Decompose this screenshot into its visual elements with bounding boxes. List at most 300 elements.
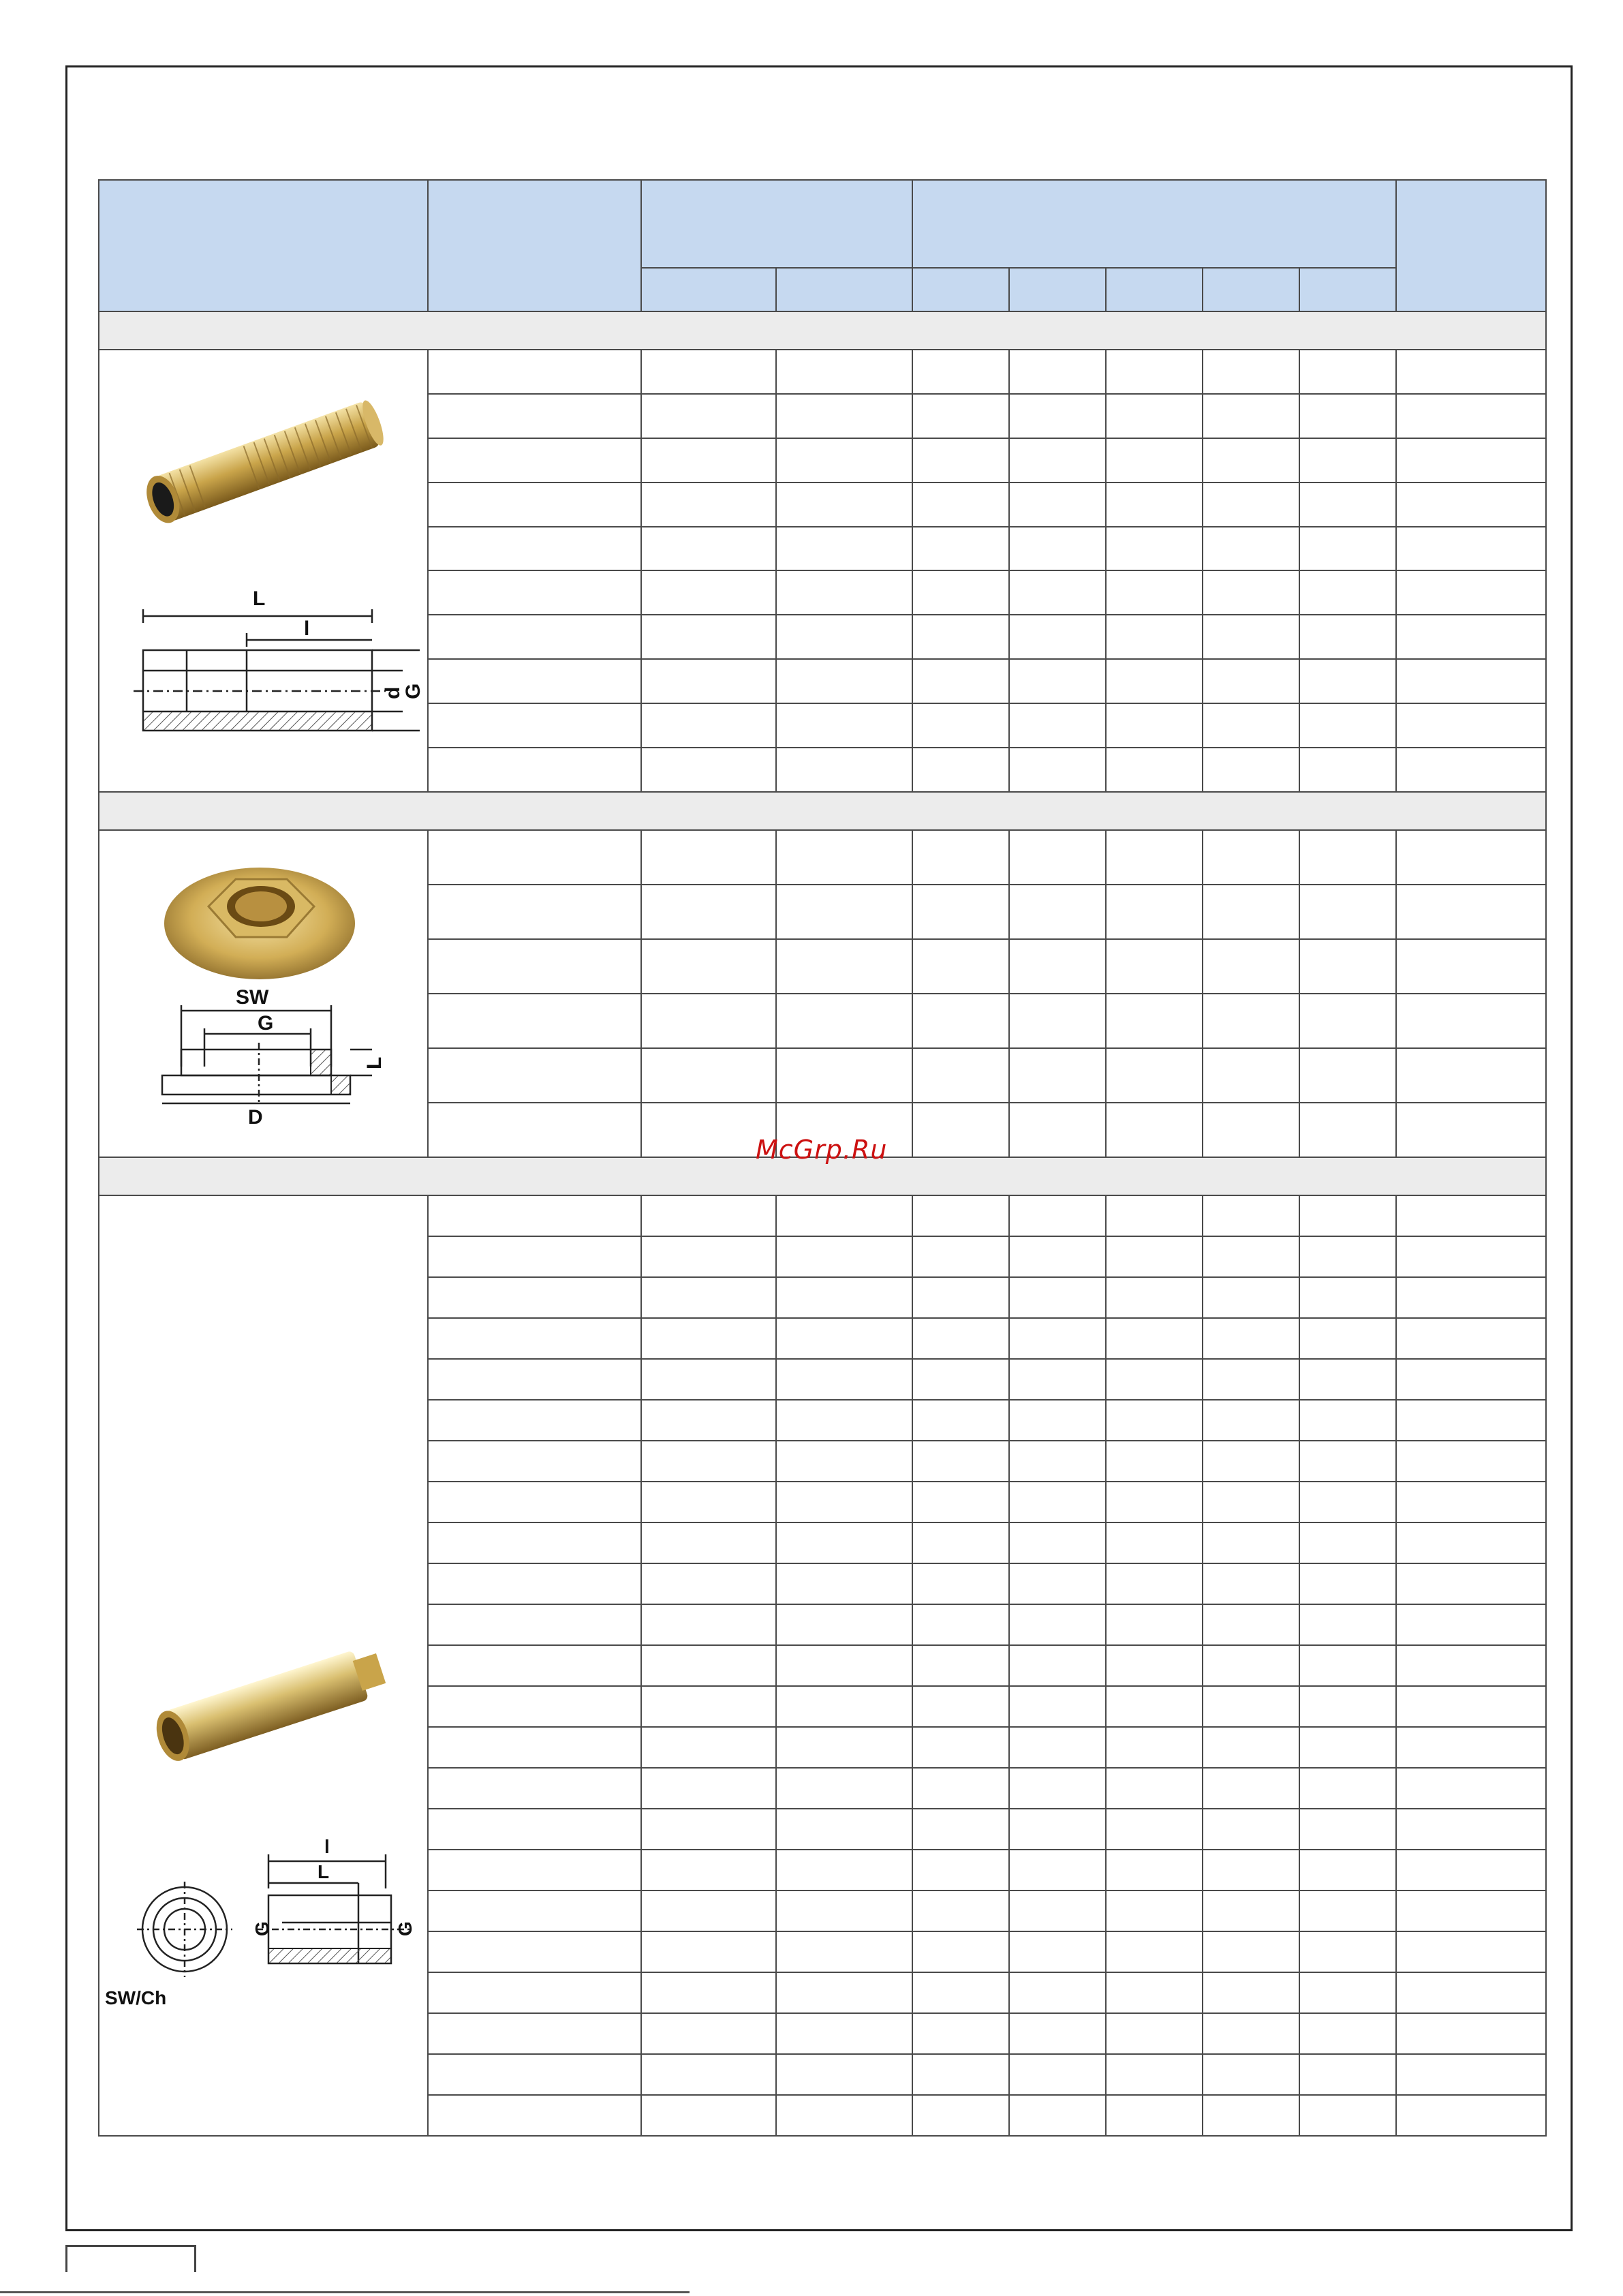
label-L: L [318,1861,330,1882]
table-cell [428,2054,641,2095]
table-cell [1009,615,1106,659]
table-cell [912,659,1009,703]
table-cell [1299,1482,1396,1522]
table-cell [1396,1891,1546,1931]
table-cell [1299,438,1396,483]
table-cell [1106,2054,1203,2095]
table-cell [1396,1359,1546,1400]
label-L: L [363,1056,386,1069]
table-cell [912,483,1009,527]
table-cell [912,1103,1009,1157]
label-G: G [258,1011,274,1035]
table-cell [428,1686,641,1727]
table-cell [1299,1972,1396,2013]
section-band [99,792,1546,830]
table-cell [1299,1441,1396,1482]
label-SW-Ch: SW/Ch [105,1987,167,2008]
table-cell [912,1482,1009,1522]
table-cell [1396,1850,1546,1891]
table-cell [912,1318,1009,1359]
table-cell [1396,1195,1546,1236]
table-cell [776,483,912,527]
table-cell [1396,939,1546,994]
table-cell [1299,350,1396,394]
table-cell [1106,1318,1203,1359]
table-cell [1396,830,1546,885]
table-cell [1396,1972,1546,2013]
table-cell [912,438,1009,483]
table-cell [1203,2013,1299,2054]
table-cell [912,1604,1009,1645]
table-cell [912,1195,1009,1236]
table-cell [428,1441,641,1482]
table-cell [1396,1727,1546,1768]
table-cell [1203,1727,1299,1768]
table-cell [1106,703,1203,748]
table-cell [1203,438,1299,483]
table-cell [1009,1563,1106,1604]
table-cell [776,885,912,939]
table-cell [1203,1645,1299,1686]
table-cell [428,438,641,483]
table-cell [1106,438,1203,483]
table-cell [1203,1277,1299,1318]
table-cell [776,527,912,571]
table-cell [912,1972,1009,2013]
table-cell [1396,1931,1546,1972]
table-cell [1396,1645,1546,1686]
table-cell [912,1850,1009,1891]
table-cell [1106,1103,1203,1157]
table-cell [1396,1686,1546,1727]
table-cell [1299,1522,1396,1563]
table-cell [1396,394,1546,438]
table-cell [428,1891,641,1931]
table-cell [1299,394,1396,438]
table-cell [776,1359,912,1400]
table-cell [1106,483,1203,527]
table-cell [1009,830,1106,885]
table-cell [1203,1972,1299,2013]
table-cell [1396,438,1546,483]
table-cell [641,438,776,483]
table-cell [912,615,1009,659]
label-D: D [248,1105,263,1129]
table-cell [776,570,912,615]
table-cell [1106,1727,1203,1768]
table-cell [1009,1400,1106,1441]
table-cell [912,1277,1009,1318]
table-cell [428,994,641,1048]
table-cell [776,1482,912,1522]
header-cell-group-b [912,180,1396,268]
table-cell [776,703,912,748]
table-cell [1299,527,1396,571]
table-cell [1009,2054,1106,2095]
table-cell [641,1359,776,1400]
table-cell [641,994,776,1048]
table-cell [1396,1400,1546,1441]
table-cell [1396,1318,1546,1359]
table-cell [1299,748,1396,792]
table-cell [912,1891,1009,1931]
table-cell [1106,1604,1203,1645]
table-cell [776,438,912,483]
table-cell [428,748,641,792]
table-cell [1009,1195,1106,1236]
label-G: G [402,683,424,699]
table-cell [776,1277,912,1318]
table-cell [1106,1972,1203,2013]
table-cell [1009,1809,1106,1850]
table-cell [1203,1048,1299,1103]
table-cell [641,483,776,527]
extension-illustration [99,1323,420,2008]
table-cell [641,1768,776,1809]
table-cell [1203,527,1299,571]
table-cell [641,615,776,659]
table-cell [1009,1318,1106,1359]
header-subcell [1009,268,1106,311]
nipple-photo [140,397,388,527]
table-cell [912,1809,1009,1850]
table-cell [1106,1277,1203,1318]
table-cell [1396,1563,1546,1604]
table-cell [1203,1236,1299,1277]
table-cell [641,1727,776,1768]
table-cell [641,830,776,885]
table-cell [1299,1809,1396,1850]
table-cell [1299,1236,1396,1277]
table-cell [1299,1686,1396,1727]
table-cell [1106,1891,1203,1931]
table-cell [641,1686,776,1727]
label-L: L [253,587,266,610]
table-cell [1299,659,1396,703]
section-band-cell [99,792,1546,830]
table-cell [1203,483,1299,527]
table-cell [1396,483,1546,527]
table-cell [428,1931,641,1972]
table-cell [428,1645,641,1686]
table-cell [912,885,1009,939]
table-cell [1299,1850,1396,1891]
table-cell [641,1891,776,1931]
table-cell [641,1809,776,1850]
table-cell [912,1522,1009,1563]
table-cell [776,748,912,792]
table-cell [641,1972,776,2013]
table-cell [1396,1522,1546,1563]
table-cell [1009,1604,1106,1645]
table-cell [1203,1195,1299,1236]
table-cell [912,1727,1009,1768]
table-cell [1106,1359,1203,1400]
table-cell [912,394,1009,438]
table-cell [1009,1277,1106,1318]
table-cell [1106,1236,1203,1277]
table-cell [1299,1645,1396,1686]
table-cell [1396,994,1546,1048]
table-cell [1203,748,1299,792]
table-cell [641,1318,776,1359]
table-cell [1106,1768,1203,1809]
table-cell [1203,1522,1299,1563]
table-cell [1106,1686,1203,1727]
table-cell [1203,1441,1299,1482]
table-cell [1106,1645,1203,1686]
table-cell [1106,615,1203,659]
table-cell [1203,830,1299,885]
table-cell [776,2054,912,2095]
table-cell [776,939,912,994]
table-cell [912,350,1009,394]
header-cell-product [99,180,428,311]
table-cell [1106,1563,1203,1604]
header-cell-code [428,180,641,311]
table-cell [428,1563,641,1604]
table-cell [1106,1809,1203,1850]
table-cell [1203,615,1299,659]
header-cell-last [1396,180,1546,311]
table-cell [641,2013,776,2054]
table-cell [1396,1604,1546,1645]
table-cell [1009,394,1106,438]
table-cell [776,1891,912,1931]
table-cell [1009,1522,1106,1563]
table-cell [1203,1318,1299,1359]
table-cell [1009,703,1106,748]
table-cell [1396,1277,1546,1318]
table-cell [776,1645,912,1686]
table-cell [1009,1727,1106,1768]
table-cell [1009,2095,1106,2136]
table-cell [641,885,776,939]
table-cell [428,1809,641,1850]
label-SW: SW [236,985,269,1009]
table-cell [912,1768,1009,1809]
table-row [99,830,1546,885]
table-cell [428,1048,641,1103]
table-cell [776,1809,912,1850]
flange-nut-photo [164,868,355,979]
table-cell [1203,1891,1299,1931]
table-cell [912,748,1009,792]
header-cell-group-a [641,180,912,268]
table-cell [1396,1048,1546,1103]
table-cell [641,659,776,703]
table-cell [1106,1400,1203,1441]
table-cell [641,1604,776,1645]
table-cell [1203,570,1299,615]
table-cell [912,2095,1009,2136]
table-cell [1106,570,1203,615]
table-cell [428,1103,641,1157]
table-cell [1396,1809,1546,1850]
table-cell [1396,2054,1546,2095]
table-cell [1299,1768,1396,1809]
table-cell [1299,570,1396,615]
table-cell [428,394,641,438]
table-cell [428,527,641,571]
table-cell [912,1645,1009,1686]
table-cell [1203,1850,1299,1891]
table-cell [1396,527,1546,571]
header-subcell [641,268,776,311]
label-G-left: G [251,1920,273,1936]
table-cell [1396,1236,1546,1277]
table-cell [912,1400,1009,1441]
table-cell [1299,1359,1396,1400]
table-cell [776,1686,912,1727]
table-cell [1106,1850,1203,1891]
table-cell [1009,659,1106,703]
flange-nut-section-image-cell [99,830,428,1157]
table-cell [428,659,641,703]
table-cell [428,1195,641,1236]
table-cell [912,1048,1009,1103]
table-cell [1106,527,1203,571]
table-cell [1299,994,1396,1048]
table-cell [912,2054,1009,2095]
table-cell [1299,2095,1396,2136]
extension-photo [151,1643,389,1764]
table-cell [641,1482,776,1522]
table-cell [1203,350,1299,394]
table-cell [1009,939,1106,994]
table-cell [641,1277,776,1318]
table-cell [1203,659,1299,703]
table-cell [1009,1359,1106,1400]
table-cell [428,1604,641,1645]
table-cell [1299,1048,1396,1103]
bottom-rule [0,2291,690,2293]
table-cell [1203,1563,1299,1604]
table-cell [1203,394,1299,438]
table-cell [1009,527,1106,571]
table-cell [641,394,776,438]
table-cell [912,1441,1009,1482]
table-cell [428,1482,641,1522]
table-cell [1106,1482,1203,1522]
table-cell [428,703,641,748]
table-cell [912,570,1009,615]
table-cell [1396,570,1546,615]
table-cell [776,350,912,394]
table-cell [641,703,776,748]
table-cell [1203,2054,1299,2095]
table-cell [641,1441,776,1482]
table-cell [776,830,912,885]
table-cell [776,1604,912,1645]
header-subcell [1106,268,1203,311]
table-cell [1299,1318,1396,1359]
table-cell [428,939,641,994]
table-cell [1106,394,1203,438]
table-cell [1203,1604,1299,1645]
table-cell [1299,2013,1396,2054]
table-cell [776,1441,912,1482]
table-cell [641,1048,776,1103]
table-cell [912,703,1009,748]
table-cell [1299,1604,1396,1645]
table-cell [1203,1103,1299,1157]
table-cell [641,527,776,571]
table-cell [776,1195,912,1236]
table-cell [1396,885,1546,939]
table-cell [641,1400,776,1441]
table-cell [1299,939,1396,994]
table-cell [1396,350,1546,394]
table-cell [428,2013,641,2054]
table-cell [428,1318,641,1359]
table-cell [428,483,641,527]
table-cell [1106,994,1203,1048]
header-subcell [912,268,1009,311]
table-cell [641,1645,776,1686]
table-cell [1009,1891,1106,1931]
table-cell [1009,1972,1106,2013]
table-cell [1009,885,1106,939]
table-cell [1203,1809,1299,1850]
table-cell [1009,350,1106,394]
table-cell [912,1236,1009,1277]
table-cell [428,1236,641,1277]
table-cell [1299,1400,1396,1441]
table-cell [1396,1103,1546,1157]
table-cell [1009,1768,1106,1809]
table-cell [428,615,641,659]
flange-nut-illustration [99,842,420,1142]
table-cell [1106,350,1203,394]
table-cell [1106,2095,1203,2136]
table-cell [641,939,776,994]
table-cell [1009,1931,1106,1972]
header-subcell [776,268,912,311]
table-cell [1203,994,1299,1048]
table-cell [1299,1931,1396,1972]
table-cell [1106,748,1203,792]
table-cell [1299,1727,1396,1768]
table-cell [776,394,912,438]
table-cell [1299,2054,1396,2095]
table-cell [428,1972,641,2013]
table-cell [1203,1359,1299,1400]
table-cell [912,1563,1009,1604]
table-cell [428,1850,641,1891]
table-cell [1203,1768,1299,1809]
table-cell [912,1931,1009,1972]
table-cell [1009,1103,1106,1157]
table-cell [1203,939,1299,994]
table-cell [641,1195,776,1236]
table-cell [1396,1441,1546,1482]
table-cell [1106,2013,1203,2054]
table-cell [776,1768,912,1809]
table-cell [428,1277,641,1318]
table-cell [1106,1931,1203,1972]
table-cell [428,1727,641,1768]
table-cell [912,1686,1009,1727]
table-cell [641,1563,776,1604]
table-cell [1299,1563,1396,1604]
table-cell [1299,615,1396,659]
table-body [99,311,1546,2136]
table-cell [776,1972,912,2013]
table-cell [1009,570,1106,615]
table-cell [776,994,912,1048]
table-cell [641,1850,776,1891]
